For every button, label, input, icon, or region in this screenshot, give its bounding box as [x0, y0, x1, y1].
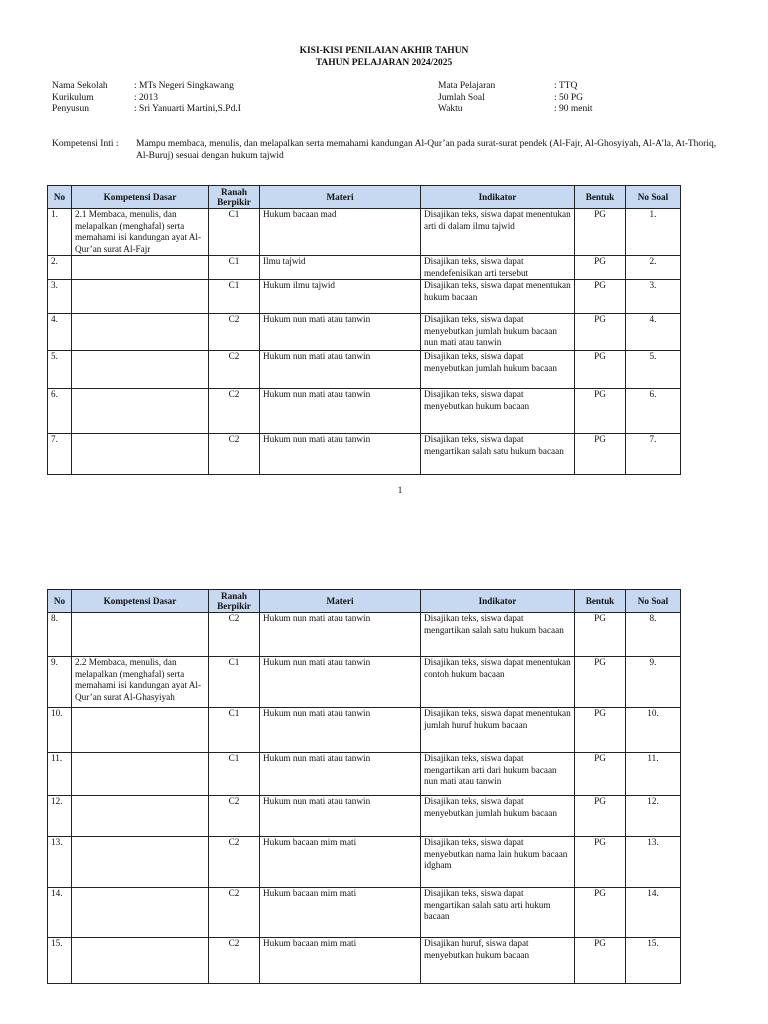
- cell-kompetensi-dasar: 2.2 Membaca, menulis, dan melapalkan (menghafal) serta memahami isi kandungan ayat Al-Qur’an surat Al-Ghasyiyah: [72, 657, 209, 708]
- cell-kompetensi-dasar: [72, 613, 209, 657]
- col-header-bentuk: Bentuk: [575, 590, 626, 613]
- cell-no-soal: 15.: [626, 938, 681, 984]
- cell-materi: Hukum bacaan mim mati: [260, 938, 421, 984]
- cell-materi: Hukum nun mati atau tanwin: [260, 351, 421, 389]
- col-header-ranah-line2: Berpikir: [217, 197, 251, 207]
- cell-materi: Hukum nun mati atau tanwin: [260, 389, 421, 434]
- cell-materi: Hukum nun mati atau tanwin: [260, 708, 421, 753]
- info-label: Nama Sekolah: [52, 81, 108, 91]
- cell-bentuk: PG: [575, 708, 626, 753]
- cell-materi: Hukum bacaan mim mati: [260, 888, 421, 938]
- cell-bentuk: PG: [575, 280, 626, 314]
- col-header-indikator: Indikator: [421, 590, 575, 613]
- cell-kompetensi-dasar: [72, 938, 209, 984]
- col-header-kompetensi-dasar: Kompetensi Dasar: [72, 186, 209, 209]
- cell-no-soal: 8.: [626, 613, 681, 657]
- kisi-table-page-2: [47, 589, 681, 984]
- cell-no-soal: 5.: [626, 351, 681, 389]
- col-header-ranah-berpikir: [209, 186, 260, 209]
- info-value: : 90 menit: [554, 104, 593, 114]
- info-row-curriculum: [52, 93, 241, 105]
- cell-bentuk: PG: [575, 434, 626, 475]
- cell-kompetensi-dasar: [72, 434, 209, 475]
- table-row: [48, 657, 681, 708]
- info-label: Penyusun: [52, 104, 89, 114]
- cell-no: 8.: [48, 613, 72, 657]
- cell-kompetensi-dasar: [72, 888, 209, 938]
- cell-kompetensi-dasar: [72, 708, 209, 753]
- cell-materi: Hukum bacaan mim mati: [260, 837, 421, 888]
- table-row: [48, 708, 681, 753]
- cell-ranah-berpikir: C2: [209, 389, 260, 434]
- table-header-row: [48, 590, 681, 613]
- cell-no-soal: 7.: [626, 434, 681, 475]
- cell-materi: Hukum nun mati atau tanwin: [260, 613, 421, 657]
- info-row-author: [52, 104, 241, 116]
- cell-bentuk: PG: [575, 796, 626, 837]
- cell-bentuk: PG: [575, 753, 626, 796]
- cell-materi: Hukum nun mati atau tanwin: [260, 657, 421, 708]
- cell-ranah-berpikir: C1: [209, 209, 260, 256]
- page-number: 1: [397, 486, 403, 496]
- cell-no: 15.: [48, 938, 72, 984]
- col-header-bentuk: Bentuk: [575, 186, 626, 209]
- cell-indikator: Disajikan teks, siswa dapat mengartikan salah satu arti hukum bacaan: [421, 888, 575, 938]
- table-row: [48, 209, 681, 256]
- core-competency-label: Kompetensi Inti :: [52, 139, 119, 149]
- cell-no-soal: 2.: [626, 256, 681, 280]
- cell-no-soal: 12.: [626, 796, 681, 837]
- cell-bentuk: PG: [575, 389, 626, 434]
- cell-ranah-berpikir: C2: [209, 938, 260, 984]
- info-value: : 50 PG: [554, 92, 584, 103]
- cell-materi: Hukum nun mati atau tanwin: [260, 796, 421, 837]
- cell-bentuk: PG: [575, 209, 626, 256]
- cell-ranah-berpikir: C1: [209, 280, 260, 314]
- cell-kompetensi-dasar: [72, 753, 209, 796]
- table-row: [48, 434, 681, 475]
- cell-bentuk: PG: [575, 657, 626, 708]
- school-info: [52, 81, 241, 116]
- document-subtitle: TAHUN PELAJARAN 2024/2025: [315, 58, 453, 68]
- cell-indikator: Disajikan teks, siswa dapat mengartikan salah satu hukum bacaan: [421, 434, 575, 475]
- table-row: [48, 280, 681, 314]
- cell-indikator: Disajikan huruf, siswa dapat menyebutkan hukum bacaan: [421, 938, 575, 984]
- cell-no-soal: 4.: [626, 314, 681, 351]
- table-row: [48, 938, 681, 984]
- table-row: [48, 389, 681, 434]
- cell-no: 11.: [48, 753, 72, 796]
- table-row: [48, 888, 681, 938]
- cell-ranah-berpikir: C2: [209, 434, 260, 475]
- table-header-row: [48, 186, 681, 209]
- cell-no: 13.: [48, 837, 72, 888]
- info-label: Jumlah Soal: [438, 92, 485, 103]
- cell-ranah-berpikir: C1: [209, 657, 260, 708]
- cell-indikator: Disajikan teks, siswa dapat menentukan hukum bacaan: [421, 280, 575, 314]
- info-label: Mata Pelajaran: [438, 81, 496, 91]
- cell-materi: Hukum nun mati atau tanwin: [260, 434, 421, 475]
- info-row-school: [52, 81, 241, 93]
- cell-no: 12.: [48, 796, 72, 837]
- subject-info: [438, 81, 593, 116]
- cell-ranah-berpikir: C2: [209, 613, 260, 657]
- cell-indikator: Disajikan teks, siswa dapat mengartikan arti dari hukum bacaan nun mati atau tanwin: [421, 753, 575, 796]
- cell-indikator: Disajikan teks, siswa dapat mendefenisikan arti tersebut: [421, 256, 575, 280]
- cell-indikator: Disajikan teks, siswa dapat menyebutkan nama lain hukum bacaan idgham: [421, 837, 575, 888]
- table-row: [48, 837, 681, 888]
- cell-ranah-berpikir: C1: [209, 708, 260, 753]
- info-label: Kurikulum: [52, 92, 94, 103]
- cell-materi: Hukum nun mati atau tanwin: [260, 753, 421, 796]
- table-row: [48, 753, 681, 796]
- cell-no: 2.: [48, 256, 72, 280]
- cell-bentuk: PG: [575, 613, 626, 657]
- cell-no-soal: 10.: [626, 708, 681, 753]
- col-header-ranah-line1: Ranah: [220, 591, 248, 601]
- info-value: : TTQ: [554, 81, 578, 91]
- cell-ranah-berpikir: C1: [209, 256, 260, 280]
- cell-bentuk: PG: [575, 938, 626, 984]
- cell-no: 10.: [48, 708, 72, 753]
- col-header-materi: Materi: [260, 590, 421, 613]
- cell-bentuk: PG: [575, 888, 626, 938]
- cell-no: 14.: [48, 888, 72, 938]
- info-row-time: [438, 104, 593, 116]
- col-header-no-soal: No Soal: [626, 186, 681, 209]
- cell-materi: Hukum nun mati atau tanwin: [260, 314, 421, 351]
- cell-ranah-berpikir: C2: [209, 796, 260, 837]
- cell-no-soal: 11.: [626, 753, 681, 796]
- cell-no: 4.: [48, 314, 72, 351]
- cell-ranah-berpikir: C2: [209, 888, 260, 938]
- document-title: KISI-KISI PENILAIAN AKHIR TAHUN: [299, 46, 469, 56]
- col-header-indikator: Indikator: [421, 186, 575, 209]
- info-row-question-count: [438, 93, 593, 105]
- info-value: : MTs Negeri Singkawang: [134, 81, 234, 91]
- cell-kompetensi-dasar: [72, 351, 209, 389]
- col-header-no-soal: No Soal: [626, 590, 681, 613]
- cell-kompetensi-dasar: [72, 256, 209, 280]
- col-header-no: No: [48, 186, 72, 209]
- cell-no-soal: 13.: [626, 837, 681, 888]
- col-header-no: No: [48, 590, 72, 613]
- cell-indikator: Disajikan teks, siswa dapat menyebutkan hukum bacaan: [421, 389, 575, 434]
- col-header-ranah-berpikir: [209, 590, 260, 613]
- cell-no: 7.: [48, 434, 72, 475]
- cell-kompetensi-dasar: [72, 796, 209, 837]
- cell-materi: Hukum ilmu tajwid: [260, 280, 421, 314]
- cell-ranah-berpikir: C2: [209, 351, 260, 389]
- cell-materi: Ilmu tajwid: [260, 256, 421, 280]
- cell-no: 1.: [48, 209, 72, 256]
- cell-indikator: Disajikan teks, siswa dapat menentukan contoh hukum bacaan: [421, 657, 575, 708]
- cell-bentuk: PG: [575, 351, 626, 389]
- col-header-ranah-line2: Berpikir: [217, 601, 251, 611]
- cell-no: 3.: [48, 280, 72, 314]
- kisi-table-page-1: [47, 185, 681, 475]
- info-row-subject: [438, 81, 593, 93]
- cell-indikator: Disajikan teks, siswa dapat menyebutkan jumlah hukum bacaan nun mati atau tanwin: [421, 314, 575, 351]
- cell-kompetensi-dasar: [72, 314, 209, 351]
- cell-indikator: Disajikan teks, siswa dapat menyebutkan jumlah hukum bacaan: [421, 796, 575, 837]
- cell-no-soal: 14.: [626, 888, 681, 938]
- table-row: [48, 314, 681, 351]
- cell-bentuk: PG: [575, 314, 626, 351]
- cell-kompetensi-dasar: [72, 837, 209, 888]
- cell-indikator: Disajikan teks, siswa dapat menyebutkan jumlah hukum bacaan: [421, 351, 575, 389]
- cell-indikator: Disajikan teks, siswa dapat menentukan jumlah huruf hukum bacaan: [421, 708, 575, 753]
- cell-no-soal: 9.: [626, 657, 681, 708]
- col-header-kompetensi-dasar: Kompetensi Dasar: [72, 590, 209, 613]
- cell-indikator: Disajikan teks, siswa dapat mengartikan salah satu hukum bacaan: [421, 613, 575, 657]
- info-value: : 2013: [134, 92, 159, 103]
- cell-no-soal: 3.: [626, 280, 681, 314]
- cell-ranah-berpikir: C2: [209, 314, 260, 351]
- cell-no: 6.: [48, 389, 72, 434]
- table-row: [48, 351, 681, 389]
- cell-materi: Hukum bacaan mad: [260, 209, 421, 256]
- col-header-materi: Materi: [260, 186, 421, 209]
- cell-bentuk: PG: [575, 837, 626, 888]
- info-value: : Sri Yanuarti Martini,S.Pd.I: [134, 104, 241, 114]
- table-row: [48, 613, 681, 657]
- cell-no-soal: 6.: [626, 389, 681, 434]
- cell-no-soal: 1.: [626, 209, 681, 256]
- cell-kompetensi-dasar: 2.1 Membaca, menulis, dan melapalkan (menghafal) serta memahami isi kandungan ayat Al-Qur’an surat Al-Fajr: [72, 209, 209, 256]
- info-label: Waktu: [438, 104, 463, 114]
- cell-ranah-berpikir: C1: [209, 753, 260, 796]
- core-competency-text: Mampu membaca, menulis, dan melapalkan serta memahami kandungan Al-Qur’an pada surat-surat pendek (Al-Fajr, Al-Ghosyiyah, Al-A’la, At-Thoriq, Al-Buruj) sesuai dengan hukum tajwid: [136, 139, 717, 161]
- table-row: [48, 796, 681, 837]
- cell-no: 5.: [48, 351, 72, 389]
- cell-ranah-berpikir: C2: [209, 837, 260, 888]
- col-header-ranah-line1: Ranah: [220, 187, 248, 197]
- cell-bentuk: PG: [575, 256, 626, 280]
- cell-indikator: Disajikan teks, siswa dapat menentukan arti di dalam ilmu tajwid: [421, 209, 575, 256]
- table-row: [48, 256, 681, 280]
- cell-no: 9.: [48, 657, 72, 708]
- cell-kompetensi-dasar: [72, 280, 209, 314]
- cell-kompetensi-dasar: [72, 389, 209, 434]
